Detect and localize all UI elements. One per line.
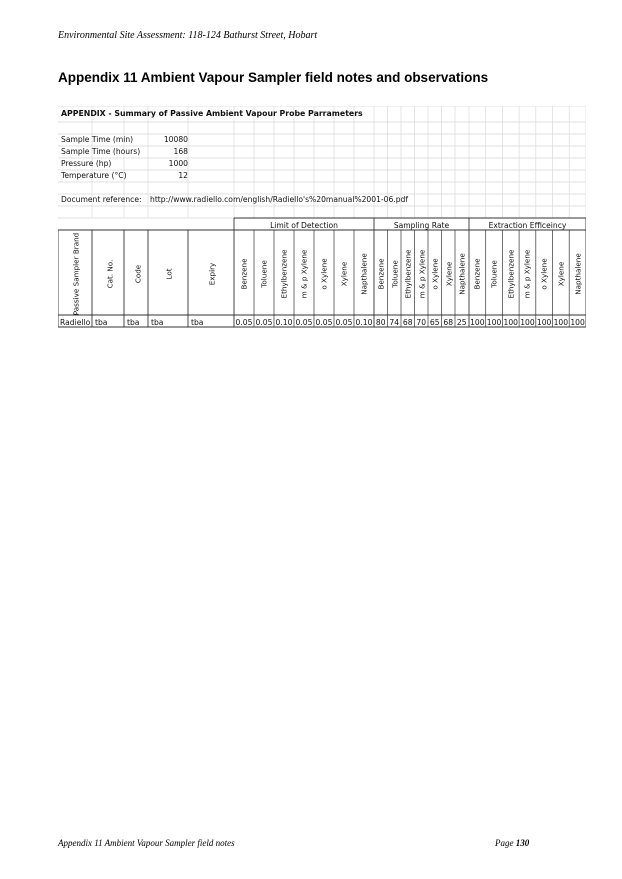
cell-brand: Radiello xyxy=(60,318,91,327)
page-number-value: 130 xyxy=(515,838,530,848)
col-header-lod-compound: Xylene xyxy=(339,261,349,287)
param-value: 12 xyxy=(178,171,188,180)
page-number xyxy=(495,838,529,848)
param-value: 1000 xyxy=(168,159,188,168)
cell-lod: 0.10 xyxy=(275,318,293,327)
cell-expiry: tba xyxy=(191,318,204,327)
cell-code: tba xyxy=(127,318,140,327)
cell-eff: 100 xyxy=(470,318,485,327)
col-header-lod-compound: Toluene xyxy=(259,260,269,288)
col-header-lot: Lot xyxy=(164,268,174,280)
col-header-eff-compound: Napthalene xyxy=(573,253,583,295)
spreadsheet-summary xyxy=(58,106,586,331)
param-label: Sample Time (hours) xyxy=(61,147,141,156)
col-header-rate-compound: Toluene xyxy=(390,260,400,288)
col-header-eff-compound: o Xylene xyxy=(539,258,549,290)
col-header-lod-compound: Benzene xyxy=(239,258,249,290)
col-header-lod-compound: Napthalene xyxy=(359,253,369,295)
cell-eff: 100 xyxy=(570,318,585,327)
group-header-rate: Sampling Rate xyxy=(393,221,450,230)
col-header-lod-compound: Ethylbenzene xyxy=(279,249,289,299)
col-header-brand: Passive Sampler Brand xyxy=(71,232,81,316)
cell-lod: 0.05 xyxy=(335,318,353,327)
col-header-rate-compound: m & p Xylene xyxy=(417,249,427,299)
param-label: Sample Time (min) xyxy=(61,135,134,144)
col-header-rate-compound: Napthalene xyxy=(457,253,467,295)
cell-rate: 68 xyxy=(443,318,454,327)
cell-rate: 80 xyxy=(375,318,386,327)
cell-lod: 0.05 xyxy=(255,318,273,327)
cell-lod: 0.05 xyxy=(315,318,333,327)
cell-rate: 70 xyxy=(416,318,427,327)
cell-lod: 0.05 xyxy=(295,318,313,327)
param-value: 10080 xyxy=(163,135,188,144)
col-header-rate-compound: o Xylene xyxy=(430,258,440,290)
cell-eff: 100 xyxy=(520,318,535,327)
sheet-title: APPENDIX - Summary of Passive Ambient Vapour Probe Parrameters xyxy=(61,109,363,118)
col-header-lod-compound: o Xylene xyxy=(319,258,329,290)
col-header-eff-compound: Ethylbenzene xyxy=(506,249,516,299)
cell-rate: 25 xyxy=(456,318,467,327)
col-header-expiry: Expiry xyxy=(207,262,217,286)
footer-title: Appendix 11 Ambient Vapour Sampler field notes xyxy=(58,838,235,848)
param-value: 168 xyxy=(173,147,188,156)
col-header-eff-compound: Xylene xyxy=(556,261,566,287)
running-header: Environmental Site Assessment: 118-124 Bathurst Street, Hobart xyxy=(58,30,318,41)
cell-eff: 100 xyxy=(536,318,552,327)
cell-lod: 0.10 xyxy=(355,318,373,327)
col-header-rate-compound: Xylene xyxy=(444,261,454,287)
cell-eff: 100 xyxy=(503,318,518,327)
param-label: Pressure (hp) xyxy=(61,159,112,168)
col-header-cat-no: Cat. No. xyxy=(105,259,115,289)
col-header-lod-compound: m & p Xylene xyxy=(299,249,309,299)
param-label: Temperature (°C) xyxy=(61,171,127,180)
page-title: Appendix 11 Ambient Vapour Sampler field notes and observations xyxy=(58,70,489,85)
group-header-eff: Extraction Efficeincy xyxy=(488,221,567,230)
cell-cat-no: tba xyxy=(95,318,108,327)
group-header-lod: Limit of Detection xyxy=(270,221,338,230)
col-header-rate-compound: Ethylbenzene xyxy=(403,249,413,299)
col-header-eff-compound: Benzene xyxy=(472,258,482,290)
col-header-eff-compound: m & p Xylene xyxy=(522,249,532,299)
cell-rate: 74 xyxy=(389,318,400,327)
cell-lod: 0.05 xyxy=(235,318,253,327)
doc-ref-label: Document reference: xyxy=(61,195,142,204)
page-label: Page xyxy=(495,838,514,848)
col-header-code: Code xyxy=(133,264,143,284)
cell-lot: tba xyxy=(151,318,164,327)
col-header-eff-compound: Toluene xyxy=(489,260,499,288)
doc-ref-link[interactable]: http://www.radiello.com/english/Radiello's%20manual%2001-06.pdf xyxy=(150,195,409,204)
col-header-rate-compound: Benzene xyxy=(376,258,386,290)
cell-eff: 100 xyxy=(553,318,569,327)
cell-rate: 68 xyxy=(402,318,413,327)
cell-rate: 65 xyxy=(429,318,440,327)
cell-eff: 100 xyxy=(486,318,502,327)
